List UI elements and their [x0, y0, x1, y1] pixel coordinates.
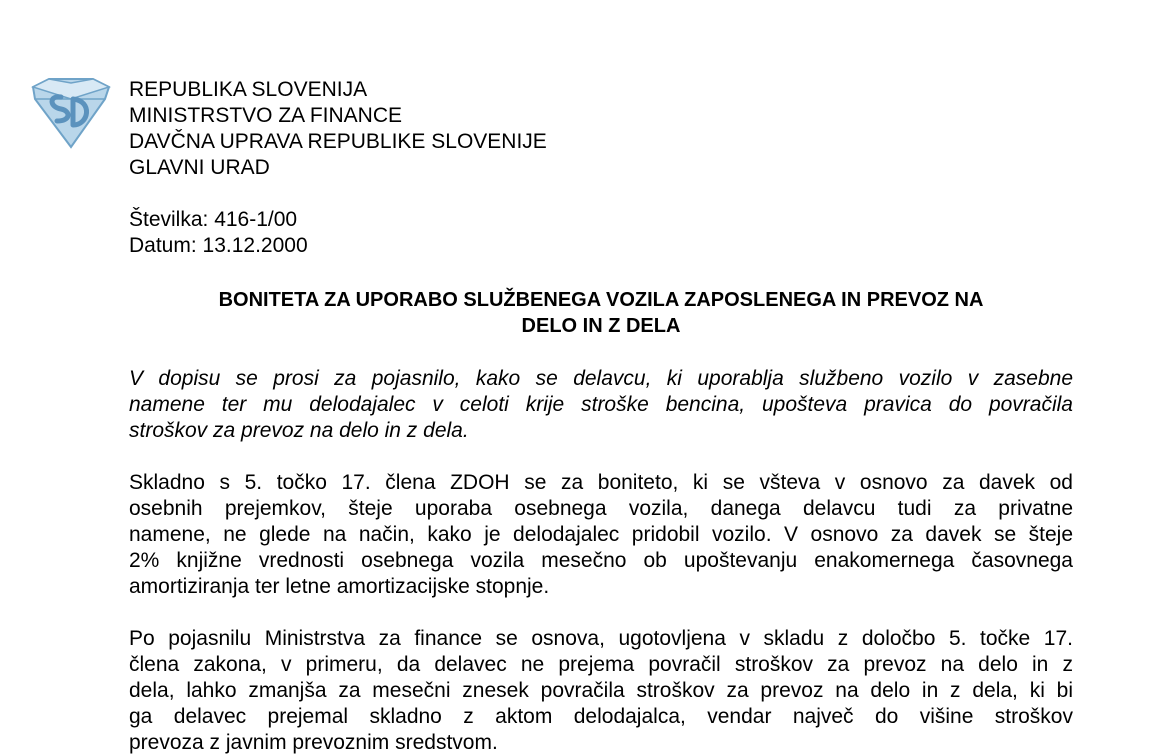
tax-administration-logo — [27, 77, 113, 149]
paragraph-line: amortiziranja ter letne amortizacijske stopnje. — [129, 575, 550, 598]
paragraph-line: stroškov za prevoz na delo in z dela. — [129, 419, 469, 442]
document-title — [129, 287, 1073, 339]
paragraph-line: ga delavec prejemal skladno z aktom delodajalca, vendar največ do višine stroškov — [129, 705, 1073, 728]
paragraph-ministry-explanation — [129, 626, 1073, 756]
header-line-country: REPUBLIKA SLOVENIJA — [129, 78, 368, 101]
header-line-office: GLAVNI URAD — [129, 156, 270, 179]
title-line: BONITETA ZA UPORABO SLUŽBENEGA VOZILA ZAPOSLENEGA IN PREVOZ NA — [218, 289, 984, 311]
paragraph-line: namene ter mu delodajalec v celoti krije stroške bencina, upošteva pravica do povračila — [129, 393, 1073, 416]
document-date: Datum: 13.12.2000 — [129, 234, 308, 257]
paragraph-line: dela, lahko zmanjša za mesečni znesek povračila stroškov za prevoz na delo in z dela, ki bi — [129, 679, 1073, 702]
paragraph-line: prevoza z javnim prevoznim sredstvom. — [129, 731, 498, 754]
institution-header — [129, 77, 547, 181]
paragraph-line: člena zakona, v primeru, da delavec ne prejema povračil stroškov za prevoz na delo in z — [129, 653, 1073, 676]
paragraph-line: osebnih prejemkov, šteje uporaba osebnega vozila, danega delavcu tudi za privatne — [129, 497, 1073, 520]
paragraph-legal-basis — [129, 470, 1073, 600]
document-number: Številka: 416-1/00 — [129, 208, 298, 231]
paragraph-question — [129, 366, 1073, 444]
paragraph-line: Po pojasnilu Ministrstva za finance se osnova, ugotovljena v skladu z določbo 5. točke 17. — [129, 627, 1073, 650]
header-line-administration: DAVČNA UPRAVA REPUBLIKE SLOVENIJE — [129, 130, 547, 153]
paragraph-line: Skladno s 5. točko 17. člena ZDOH se za boniteto, ki se všteva v osnovo za davek od — [129, 471, 1073, 494]
paragraph-line: 2% knjižne vrednosti osebnega vozila mesečno ob upoštevanju enakomernega časovnega — [129, 549, 1073, 572]
document-meta — [129, 207, 308, 259]
header-line-ministry: MINISTRSTVO ZA FINANCE — [129, 104, 403, 127]
title-line: DELO IN Z DELA — [521, 315, 681, 337]
paragraph-line: V dopisu se prosi za pojasnilo, kako se delavcu, ki uporablja službeno vozilo v zasebne — [129, 367, 1073, 390]
logo-emblem-icon — [27, 77, 113, 149]
paragraph-line: namene, ne glede na način, kako je delodajalec pridobil vozilo. V osnovo za davek se šteje — [129, 523, 1073, 546]
